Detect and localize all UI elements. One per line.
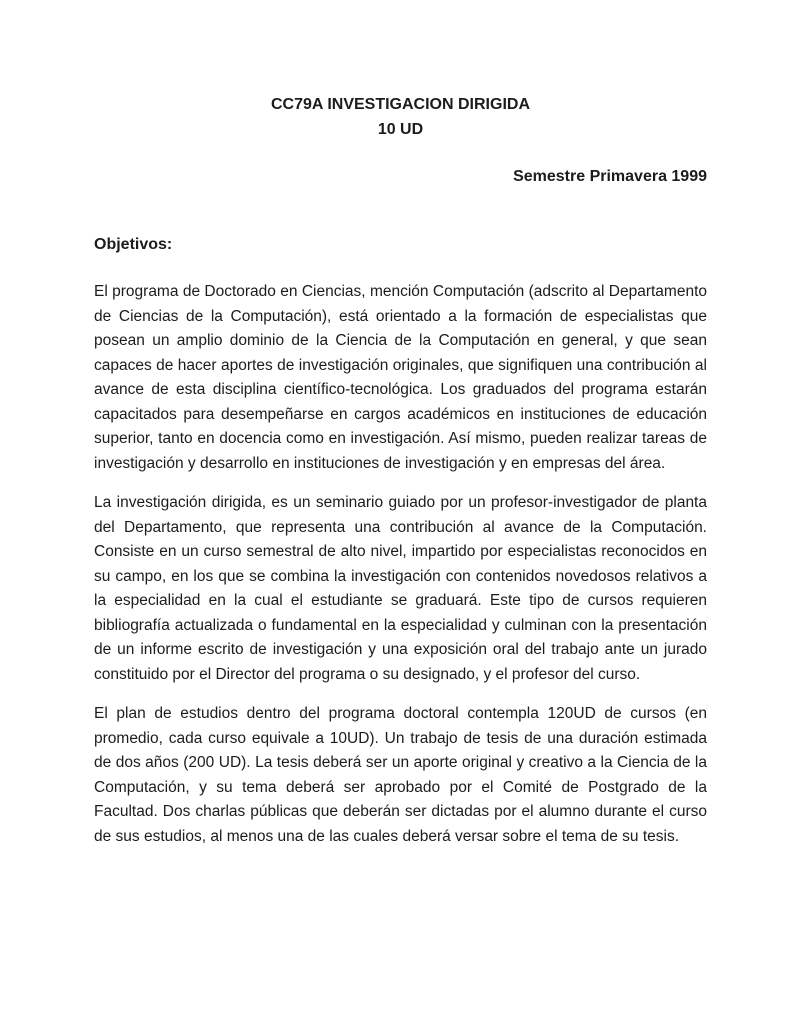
paragraph-study-plan: El plan de estudios dentro del programa doctoral contempla 120UD de cursos (en promedio, cada curso equivale a 10UD). Un trabajo de tesis de una duración estimada de dos años (200 UD). La tesis deberá ser un aporte original y creativo a la Ciencia de la Computación, y su tema deberá ser aprobado por el Comité de Postgrado de la Facultad. Dos charlas públicas que deberán ser dictadas por el alumno durante el curso de sus estudios, al menos una de las cuales deberá versar sobre el tema de su tesis.	[94, 705, 707, 845]
paragraph-program-description: El programa de Doctorado en Ciencias, mención Computación (adscrito al Departamento de Ciencias de la Computación), está orientado a la formación de especialistas que posean un amplio dominio de la Ciencia de la Computación en general, y que sean capaces de hacer aportes de investigación originales, que signifiquen una contribución al avance de esta disciplina científico-tecnológica. Los graduados del programa estarán capacitados para desempeñarse en cargos académicos en instituciones de educación superior, tanto en docencia como en investigación. Así mismo, pueden realizar tareas de investigación y desarrollo en instituciones de investigación y en empresas del área.	[94, 283, 707, 472]
title-block	[94, 92, 707, 142]
semester-label: Semestre Primavera 1999	[513, 168, 707, 185]
paragraph-directed-research: La investigación dirigida, es un seminario guiado por un profesor-investigador de planta del Departamento, que representa una contribución al avance de la Computación. Consiste en un curso semestral de alto nivel, impartido por especialistas reconocidos en su campo, en los que se combina la investigación con contenidos novedosos relativos a la especialidad en la cual el estudiante se graduará. Este tipo de cursos requieren bibliografía actualizada o fundamental en la especialidad y culminan con la presentación de un informe escrito de investigación y una exposición oral del trabajo ante un jurado constituido por el Director del programa o su designado, y el profesor del curso.	[94, 494, 707, 683]
document-body	[94, 280, 707, 849]
objectives-heading: Objetivos:	[94, 236, 173, 253]
course-units: 10 UD	[377, 121, 424, 138]
course-title: CC79A INVESTIGACION DIRIGIDA	[271, 96, 530, 113]
document-header	[94, 92, 707, 189]
